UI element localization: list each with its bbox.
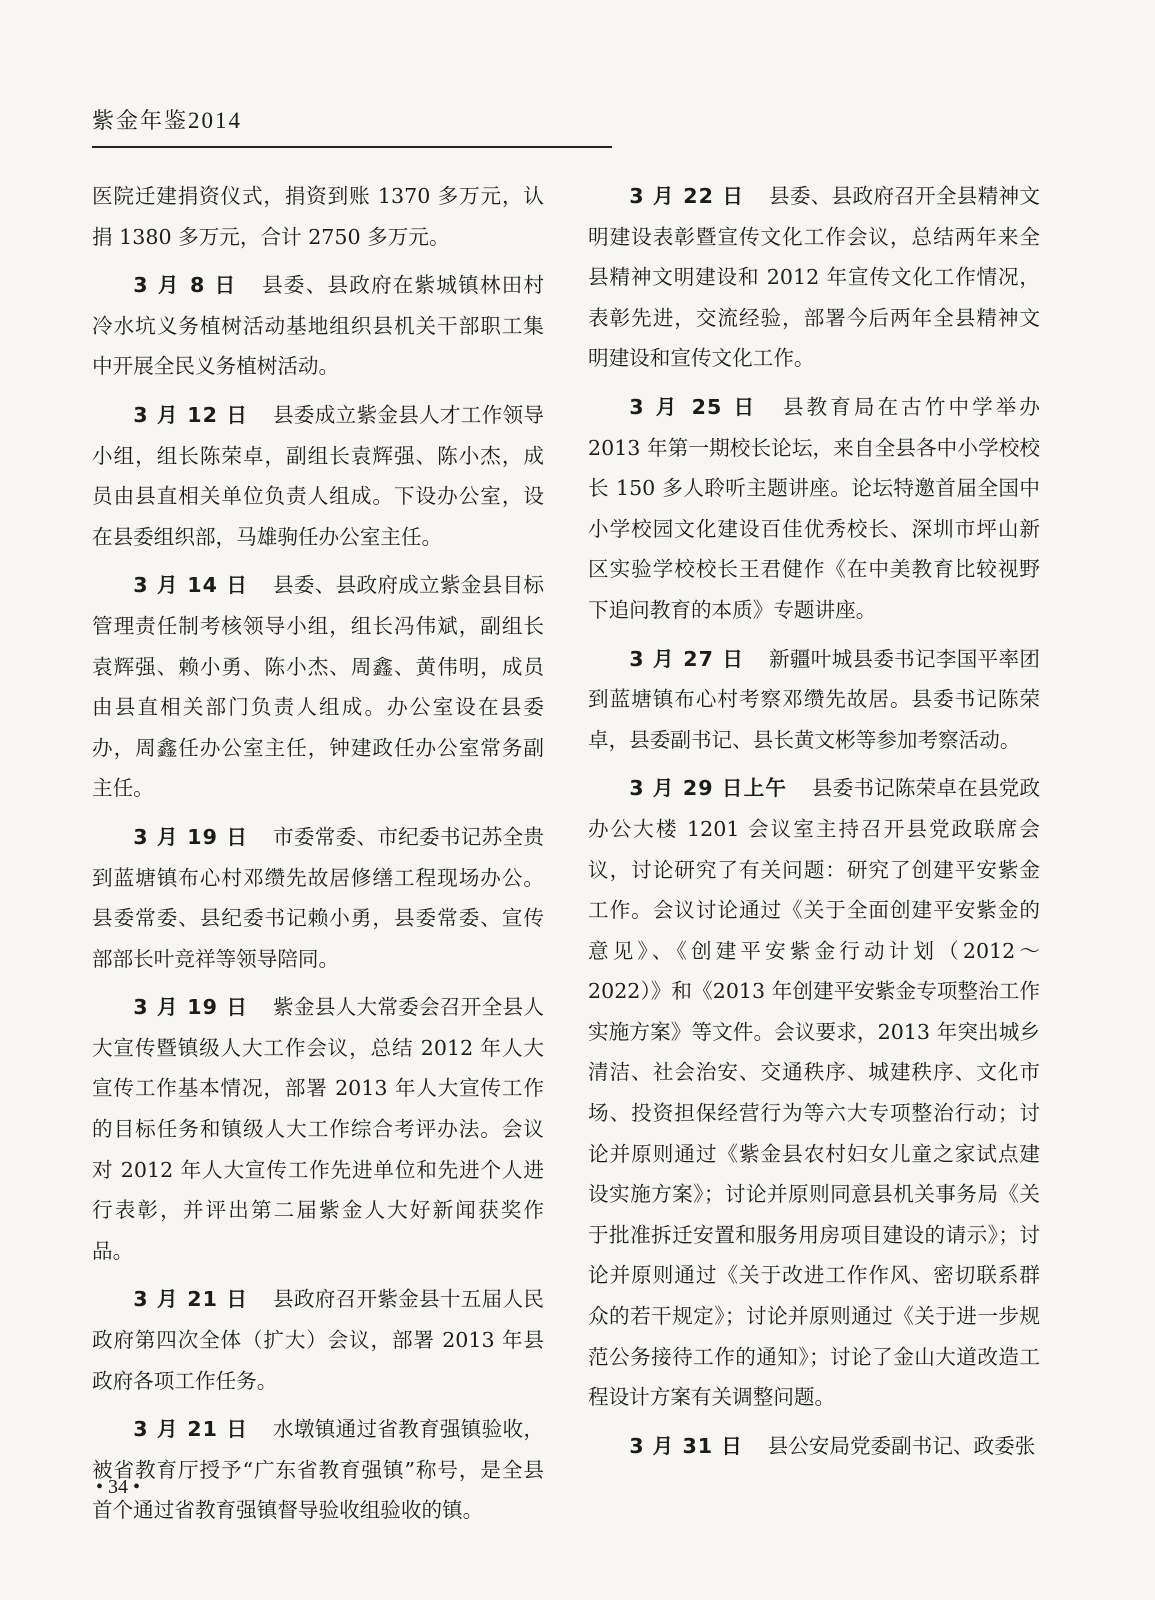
- entry-paragraph: [92, 265, 544, 387]
- entry-paragraph: [92, 987, 544, 1271]
- entry-paragraph: [92, 1279, 544, 1401]
- entry-text: 紫金县人大常委会召开全县人大宣传暨镇级人大工作会议，总结 2012 年人大宣传工作基本情况，部署 2013 年人大宣传工作的目标任务和镇级人大工作综合考评办法。会议对 2012 年人大宣传工作先进单位和先进个人进行表彰，并评出第二届紫金人大好新闻获奖作品。: [92, 995, 544, 1263]
- entry-date: 3 月 31 日: [629, 1433, 743, 1458]
- entry-text: 县政府召开紫金县十五届人民政府第四次全体（扩大）会议，部署 2013 年县政府各项工作任务。: [92, 1287, 544, 1393]
- entry-paragraph: [588, 639, 1040, 761]
- right-column: [588, 176, 1040, 1474]
- entry-paragraph: [588, 387, 1040, 631]
- entry-date: 3 月 19 日: [133, 995, 249, 1020]
- left-column: [92, 176, 544, 1539]
- entry-date: 3 月 19 日: [133, 824, 249, 849]
- entry-date: 3 月 22 日: [629, 184, 745, 208]
- entry-text: 县委书记陈荣卓在县党政办公大楼 1201 会议室主持召开县党政联席会议，讨论研究了有关问题：研究了创建平安紫金工作。会议讨论通过《关于全面创建平安紫金的意见》、《创建平安紫金行动计划（2012～2022）》和《2013 年创建平安紫金专项整治工作实施方案》等文件。会议要求，2013 年突出城乡清洁、社会治安、交通秩序、城建秩序、文化市场、投资担保经营行为等六大专项整治行动；讨论并原则通过《紫金县农村妇女儿童之家试点建设实施方案》；讨论并原则同意县机关事务局《关于批准拆迁安置和服务用房项目建设的请示》；讨论并原则通过《关于改进工作作风、密切联系群众的若干规定》；讨论并原则通过《关于进一步规范公务接待工作的通知》；讨论了金山大道改造工程设计方案有关调整问题。: [588, 776, 1041, 1410]
- header-year: 2014: [188, 108, 243, 133]
- entry-text: 县公安局党委副书记、政委张: [767, 1433, 1036, 1458]
- entry-date: 3 月 21 日: [133, 1287, 249, 1312]
- entry-text: 水墩镇通过省教育强镇验收，被省教育厅授予“广东省教育强镇”称号，是全县首个通过省教育强镇督导验收组验收的镇。: [92, 1417, 544, 1523]
- entry-paragraph: [92, 1409, 544, 1531]
- entry-paragraph: [92, 817, 544, 979]
- entry-date: 3 月 8 日: [133, 273, 238, 298]
- header-rule: [92, 146, 612, 148]
- entry-date: 3 月 14 日: [133, 573, 249, 598]
- entry-date: 3 月 12 日: [133, 402, 249, 427]
- entry-date: 3 月 25 日: [629, 394, 759, 419]
- entry-paragraph: [588, 1426, 1040, 1467]
- entry-date: 3 月 29 日上午: [629, 776, 788, 801]
- entry-text: 县委、县政府召开全县精神文明建设表彰暨宣传文化工作会议，总结两年来全县精神文明建设和 2012 年宣传文化工作情况，表彰先进，交流经验，部署今后两年全县精神文明建设和宣传文化工作。: [588, 184, 1040, 371]
- entry-text: 县委、县政府在紫城镇林田村冷水坑义务植树活动基地组织县机关干部职工集中开展全民义务植树活动。: [92, 273, 545, 379]
- entry-text: 新疆叶城县委书记李国平率团到蓝塘镇布心村考察邓缵先故居。县委书记陈荣卓，县委副书记、县长黄文彬等参加考察活动。: [588, 646, 1040, 752]
- entry-paragraph: [92, 565, 544, 809]
- entry-paragraph: [588, 768, 1040, 1418]
- continuation-paragraph: 医院迁建捐资仪式，捐资到账 1370 多万元，认捐 1380 多万元，合计 2750 多万元。: [92, 184, 544, 249]
- entry-date: 3 月 21 日: [133, 1417, 249, 1442]
- running-header: [92, 104, 242, 135]
- entry-text: 县教育局在古竹中学举办 2013 年第一期校长论坛，来自全县各中小学校校长 150 多人聆听主题讲座。论坛特邀首届全国中小学校园文化建设百佳优秀校长、深圳市坪山新区实验学校校长王君健作《在中美教育比较视野下追问教育的本质》专题讲座。: [588, 394, 1041, 622]
- entry-paragraph: [92, 395, 544, 557]
- entry-text: 县委成立紫金县人才工作领导小组，组长陈荣卓，副组长袁辉强、陈小杰，成员由县直相关单位负责人组成。下设办公室，设在县委组织部，马雄驹任办公室主任。: [92, 402, 544, 549]
- entry-paragraph: [588, 176, 1040, 379]
- entry-date: 3 月 27 日: [629, 646, 745, 671]
- header-title: 紫金年鉴: [92, 109, 189, 134]
- entry-text: 市委常委、市纪委书记苏全贵到蓝塘镇布心村邓缵先故居修缮工程现场办公。县委常委、县纪委书记赖小勇，县委常委、宣传部部长叶竞祥等领导陪同。: [92, 824, 544, 971]
- page-number: • 34 •: [96, 1476, 141, 1498]
- entry-text: 县委、县政府成立紫金县目标管理责任制考核领导小组，组长冯伟斌，副组长袁辉强、赖小勇、陈小杰、周鑫、黄伟明，成员由县直相关部门负责人组成。办公室设在县委办，周鑫任办公室主任，钟建政任办公室常务副主任。: [92, 573, 544, 801]
